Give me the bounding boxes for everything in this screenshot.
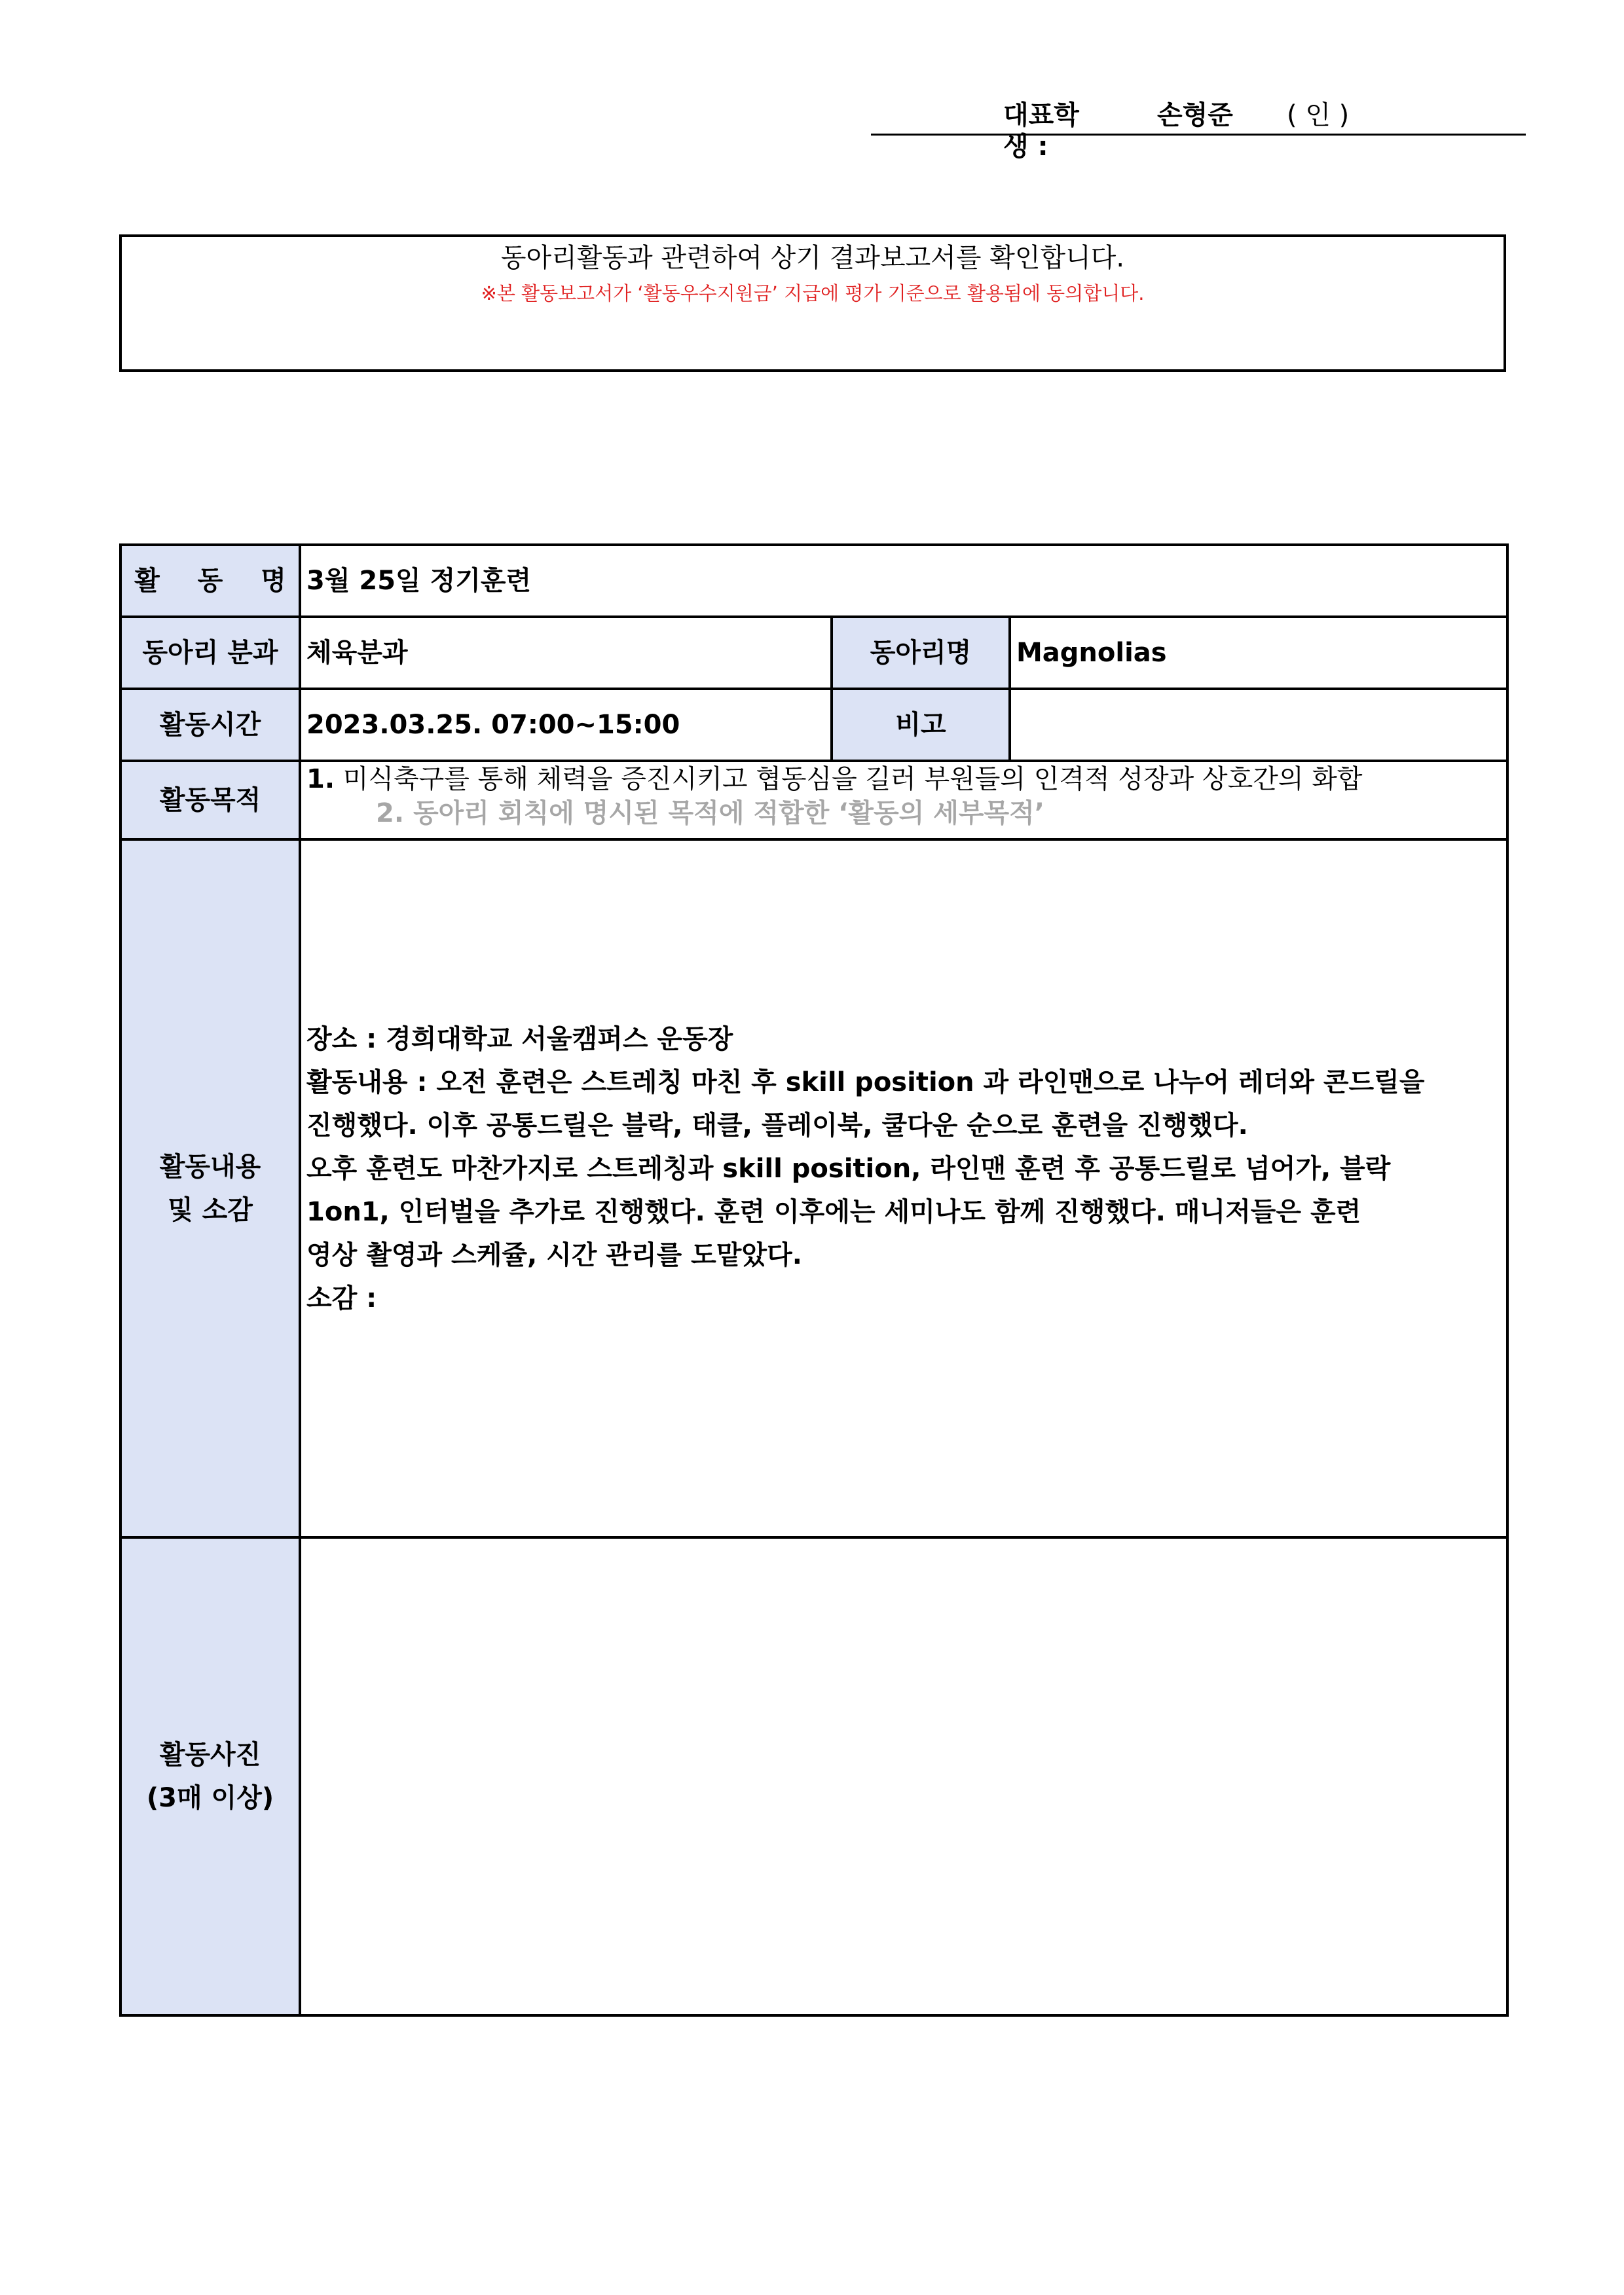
club-name-value[interactable]: Magnolias	[1010, 617, 1507, 689]
content-label-line-2: 및 소감	[168, 1195, 253, 1225]
purpose-item-1-text: 미식축구를 통해 체력을 증진시키고 협동심을 길러 부원들의 인격적 성장과 상호간의 화합	[335, 764, 1363, 794]
confirmation-box	[119, 234, 1506, 372]
photo-row	[120, 1537, 1507, 2015]
photo-label-line-1: 활동사진	[159, 1740, 261, 1770]
division-label: 동아리 분과	[120, 617, 300, 689]
content-text	[306, 841, 1506, 1320]
purpose-label: 활동목적	[120, 761, 300, 839]
content-line: 영상 촬영과 스케쥴, 시간 관리를 도맡았다.	[306, 1240, 802, 1270]
club-name-label: 동아리명	[832, 617, 1010, 689]
content-label	[120, 839, 300, 1537]
representative-label: 대표학생 :	[1003, 100, 1079, 162]
time-label: 활동시간	[120, 689, 300, 761]
content-line: 1on1, 인터벌을 추가로 진행했다. 훈련 이후에는 세미나도 함께 진행했다. 매니저들은 훈련	[306, 1197, 1361, 1227]
photo-area[interactable]	[300, 1537, 1507, 2015]
content-line: 소감 :	[306, 1283, 377, 1313]
purpose-row	[120, 761, 1507, 839]
purpose-item-2: 2. 동아리 회칙에 명시된 목적에 적합한 ‘활동의 세부목적’	[376, 798, 1044, 828]
content-line: 오후 훈련도 마찬가지로 스트레칭과 skill position, 라인맨 훈련 후 공통드릴로 넘어가, 블락	[306, 1154, 1391, 1184]
consent-notice: ※본 활동보고서가 ‘활동우수지원금’ 지급에 평가 기준으로 활용됨에 동의합니다.	[481, 282, 1145, 304]
activity-name-label: 활 동 명	[120, 545, 300, 617]
purpose-value[interactable]	[300, 761, 1507, 839]
time-value[interactable]: 2023.03.25. 07:00~15:00	[300, 689, 832, 761]
photo-label	[120, 1537, 300, 2015]
content-line: 진행했다. 이후 공통드릴은 블락, 태클, 플레이북, 쿨다운 순으로 훈련을 진행했다.	[306, 1111, 1248, 1141]
photo-label-line-2: (3매 이상)	[146, 1783, 274, 1813]
activity-name-row	[120, 545, 1507, 617]
activity-report-table	[119, 543, 1509, 2017]
note-label: 비고	[832, 689, 1010, 761]
division-value[interactable]: 체육분과	[300, 617, 832, 689]
confirmation-text: 동아리활동과 관련하여 상기 결과보고서를 확인합니다.	[500, 243, 1125, 273]
content-line: 장소 : 경희대학교 서울캠퍼스 운동장	[306, 1024, 733, 1054]
content-line: 활동내용 : 오전 훈련은 스트레칭 마친 후 skill position 과 라인맨으로 나누어 레더와 콘드릴을	[306, 1067, 1425, 1097]
representative-name: 손형준	[1157, 100, 1233, 130]
content-row	[120, 839, 1507, 1537]
time-row	[120, 689, 1507, 761]
content-value[interactable]	[300, 839, 1507, 1537]
content-label-line-1: 활동내용	[159, 1152, 261, 1182]
representative-underline	[871, 134, 1526, 136]
activity-name-value[interactable]: 3월 25일 정기훈련	[300, 545, 1507, 617]
division-row	[120, 617, 1507, 689]
purpose-item-1-number: 1.	[306, 764, 335, 794]
note-value[interactable]	[1010, 689, 1507, 761]
seal-placeholder: ( 인 )	[1287, 100, 1350, 130]
purpose-item-1	[306, 762, 1506, 796]
